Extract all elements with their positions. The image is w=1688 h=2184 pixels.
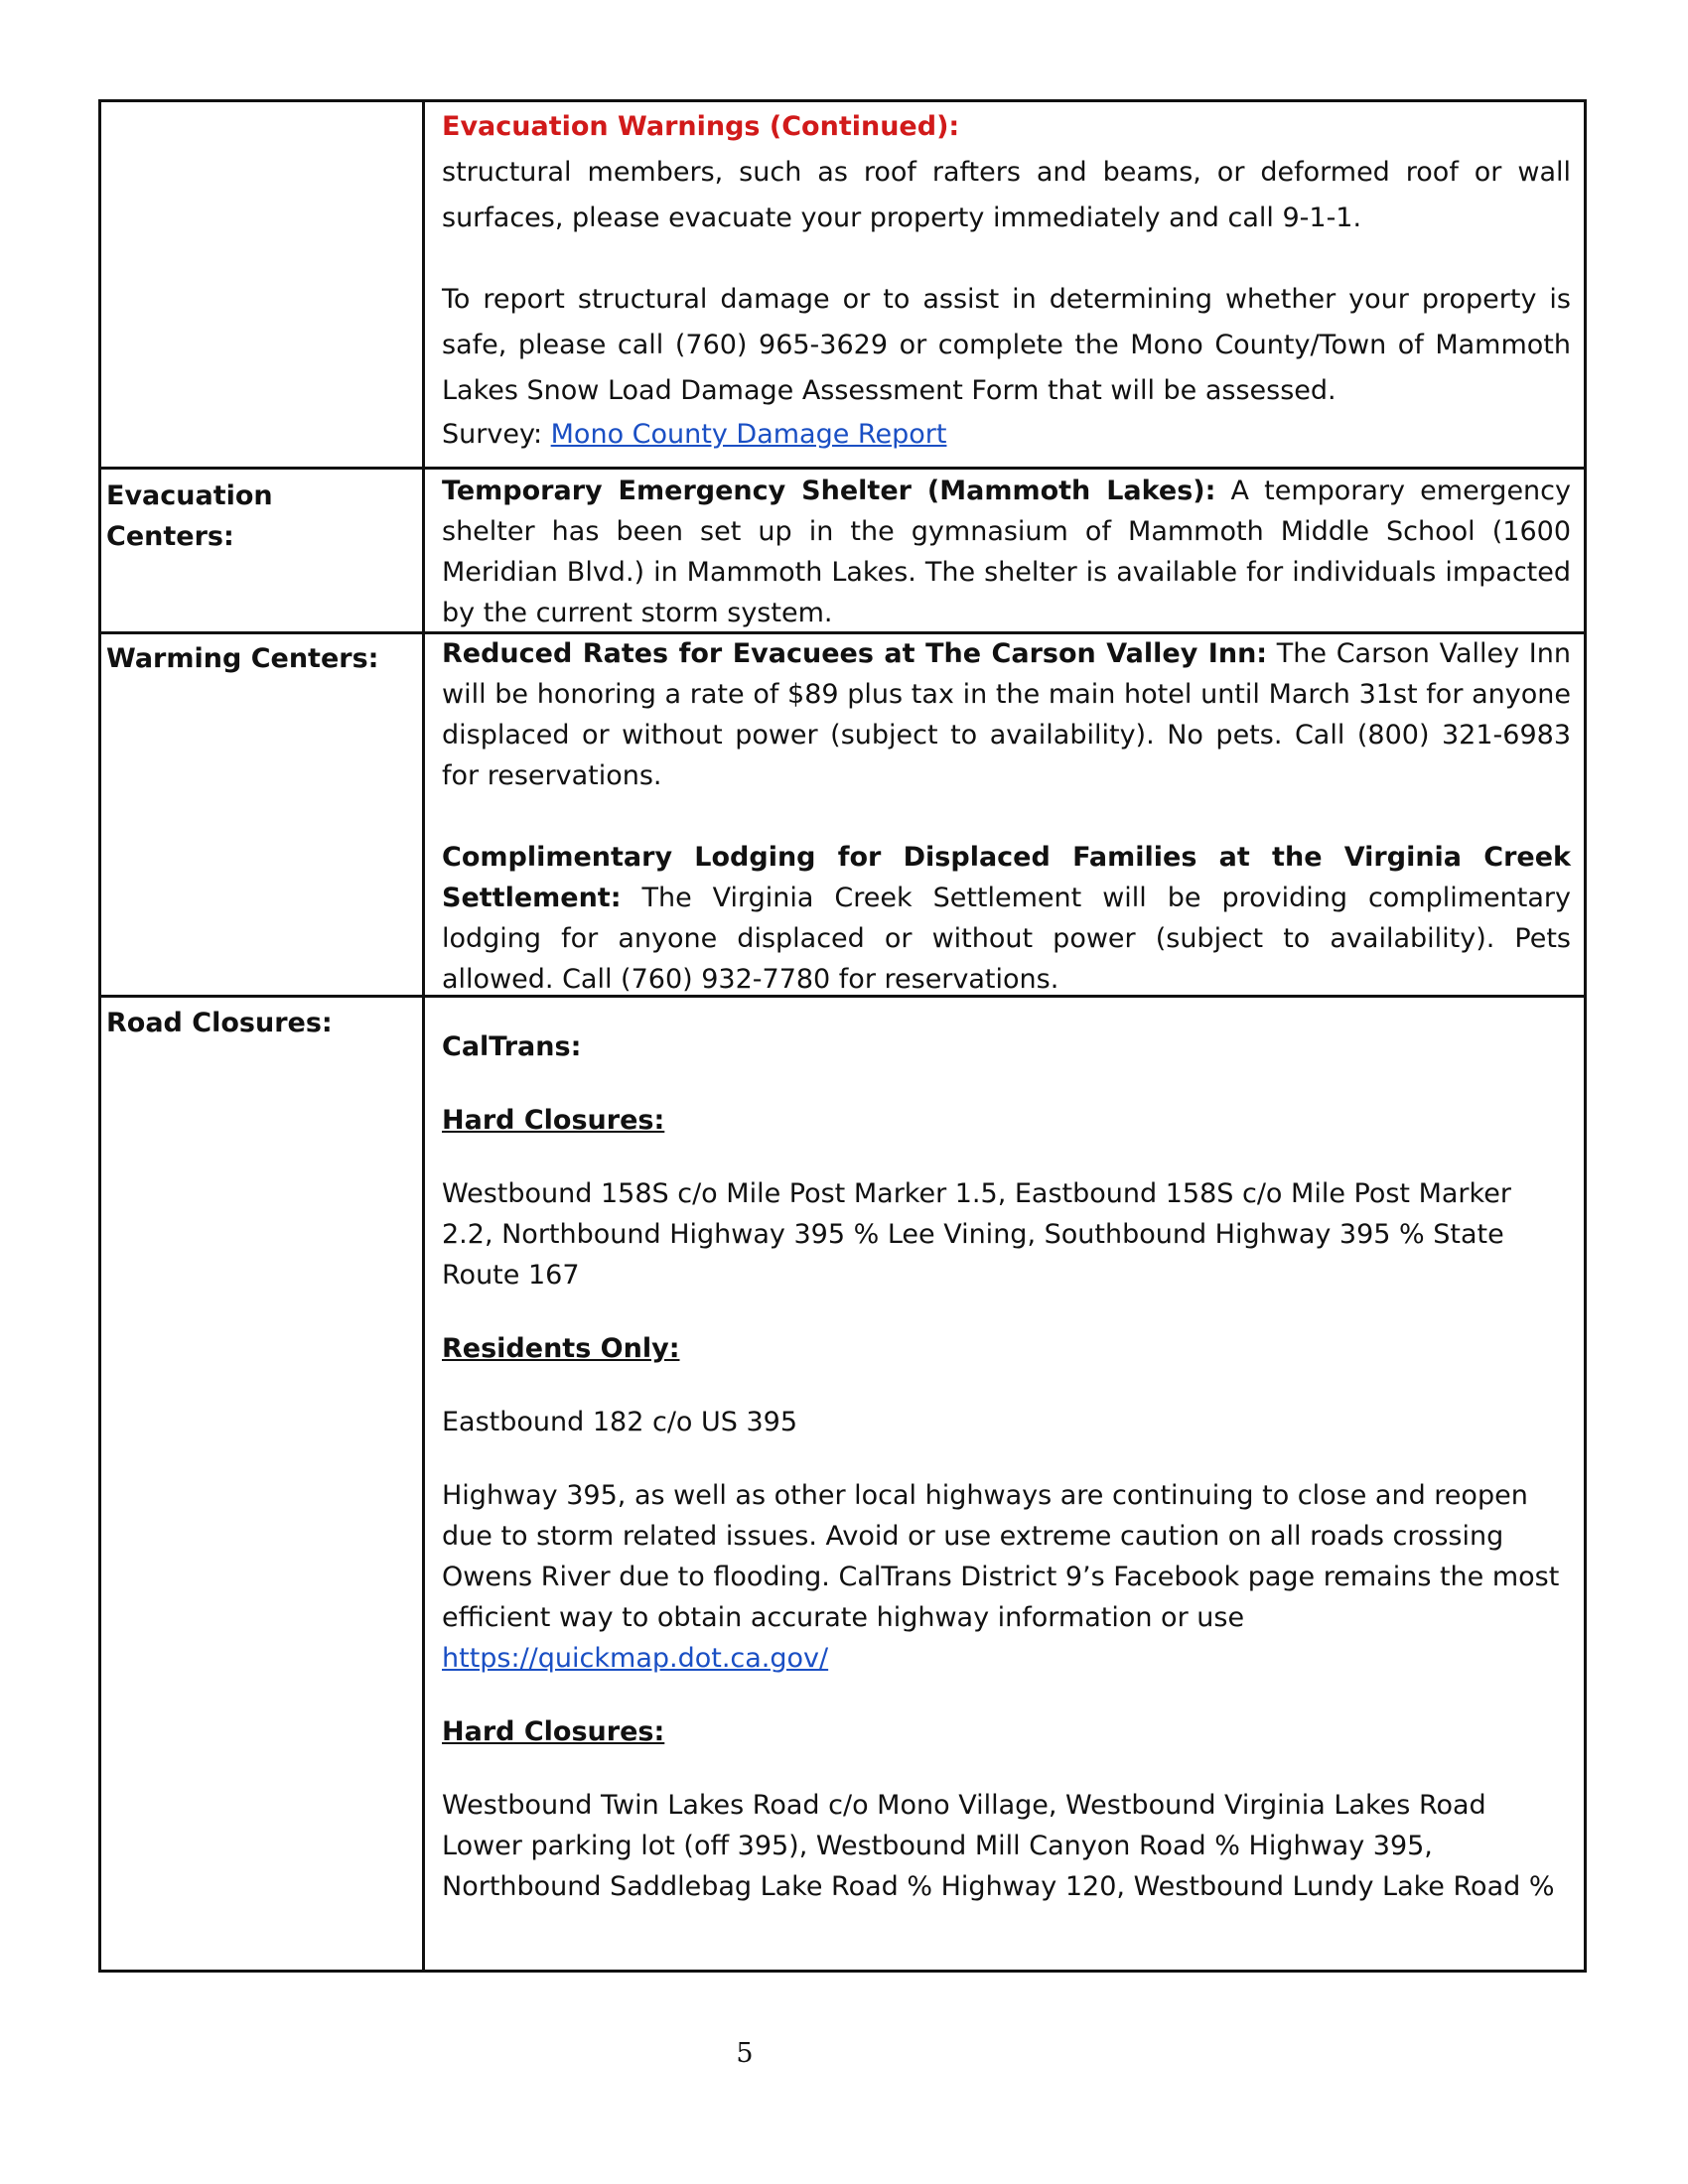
structural-damage-paragraph: To report structural damage or to assist in determining whether your property is safe, please call (760) 965-3629 or complete the Mono County/Town of Mammoth Lakes Snow Load Damage Assessment Form that will be assessed. — [442, 284, 1571, 406]
damage-report-link[interactable]: Mono County Damage Report — [550, 419, 947, 450]
shelter-title: Temporary Emergency Shelter (Mammoth Lakes): — [442, 476, 1216, 506]
carson-valley-body: The Carson Valley Inn will be honoring a rate of $89 plus tax in the main hotel until March 31st for anyone displaced or without power (subject to availability). No pets. Call (800) 321-6983 for reservations. — [442, 638, 1571, 791]
survey-line — [442, 414, 1571, 455]
highway-advisory-paragraph — [442, 1475, 1571, 1679]
road-closures-label: Road Closures: — [106, 1008, 333, 1038]
carson-valley-title: Reduced Rates for Evacuees at The Carson Valley Inn: — [442, 638, 1268, 669]
info-table — [98, 99, 1587, 1973]
carson-valley-paragraph — [442, 633, 1571, 796]
virginia-creek-title: Complimentary Lodging for Displaced Families at the Virginia Creek Settlement: — [442, 842, 1571, 913]
residents-only-text: Eastbound 182 c/o US 395 — [442, 1407, 798, 1437]
evacuation-centers-cell — [442, 471, 1571, 633]
evacuation-warnings-heading: Evacuation Warnings (Continued): — [442, 111, 960, 142]
warming-centers-label: Warming Centers: — [106, 643, 379, 674]
caltrans-heading: CalTrans: — [442, 1031, 582, 1062]
hard-closures-text: Westbound 158S c/o Mile Post Marker 1.5, Eastbound 158S c/o Mile Post Marker 2.2, Northbound Highway 395 % Lee Vining, Southbound Highway 395 % State Route 167 — [442, 1178, 1511, 1291]
evacuation-warnings-cell — [442, 104, 1571, 455]
column-divider — [422, 102, 425, 1970]
residents-only-heading: Residents Only: — [442, 1333, 680, 1364]
survey-prefix: Survey: — [442, 419, 551, 450]
shelter-paragraph — [442, 471, 1571, 633]
evacuation-warnings-paragraph: structural members, such as roof rafters and beams, or deformed roof or wall surfaces, please evacuate your property immediately and call 9-1-1. — [442, 157, 1571, 233]
shelter-body: A temporary emergency shelter has been set up in the gymnasium of Mammoth Middle School (1600 Meridian Blvd.) in Mammoth Lakes. The shelter is available for individuals impacted by the current storm system. — [442, 476, 1571, 628]
highway-advisory-text: Highway 395, as well as other local highways are continuing to close and reopen due to storm related issues. Avoid or use extreme caution on all roads crossing Owens River due to flooding. CalTrans District 9’s Facebook page remains the most efficient way to obtain accurate highway information or use — [442, 1480, 1560, 1633]
quickmap-link[interactable]: https://quickmap.dot.ca.gov/ — [442, 1643, 829, 1674]
virginia-creek-body: The Virginia Creek Settlement will be providing complimentary lodging for anyone displaced or without power (subject to availability). Pets allowed. Call (760) 932-7780 for reservations. — [442, 883, 1571, 995]
hard-closures-heading: Hard Closures: — [442, 1105, 665, 1136]
hard-closures-text-2: Westbound Twin Lakes Road c/o Mono Village, Westbound Virginia Lakes Road Lower parking lot (off 395), Westbound Mill Canyon Road % Highway 395, Northbound Saddlebag Lake Road % Highway 120, Westbound Lundy Lake Road % — [442, 1790, 1555, 1902]
row-divider — [101, 467, 1584, 470]
virginia-creek-paragraph — [442, 837, 1571, 1000]
road-closures-cell — [442, 1026, 1571, 1907]
page-number: 5 — [736, 2038, 754, 2069]
evacuation-centers-label: Evacuation Centers: — [106, 480, 273, 552]
warming-centers-cell — [442, 633, 1571, 1000]
hard-closures-heading-2: Hard Closures: — [442, 1716, 665, 1747]
